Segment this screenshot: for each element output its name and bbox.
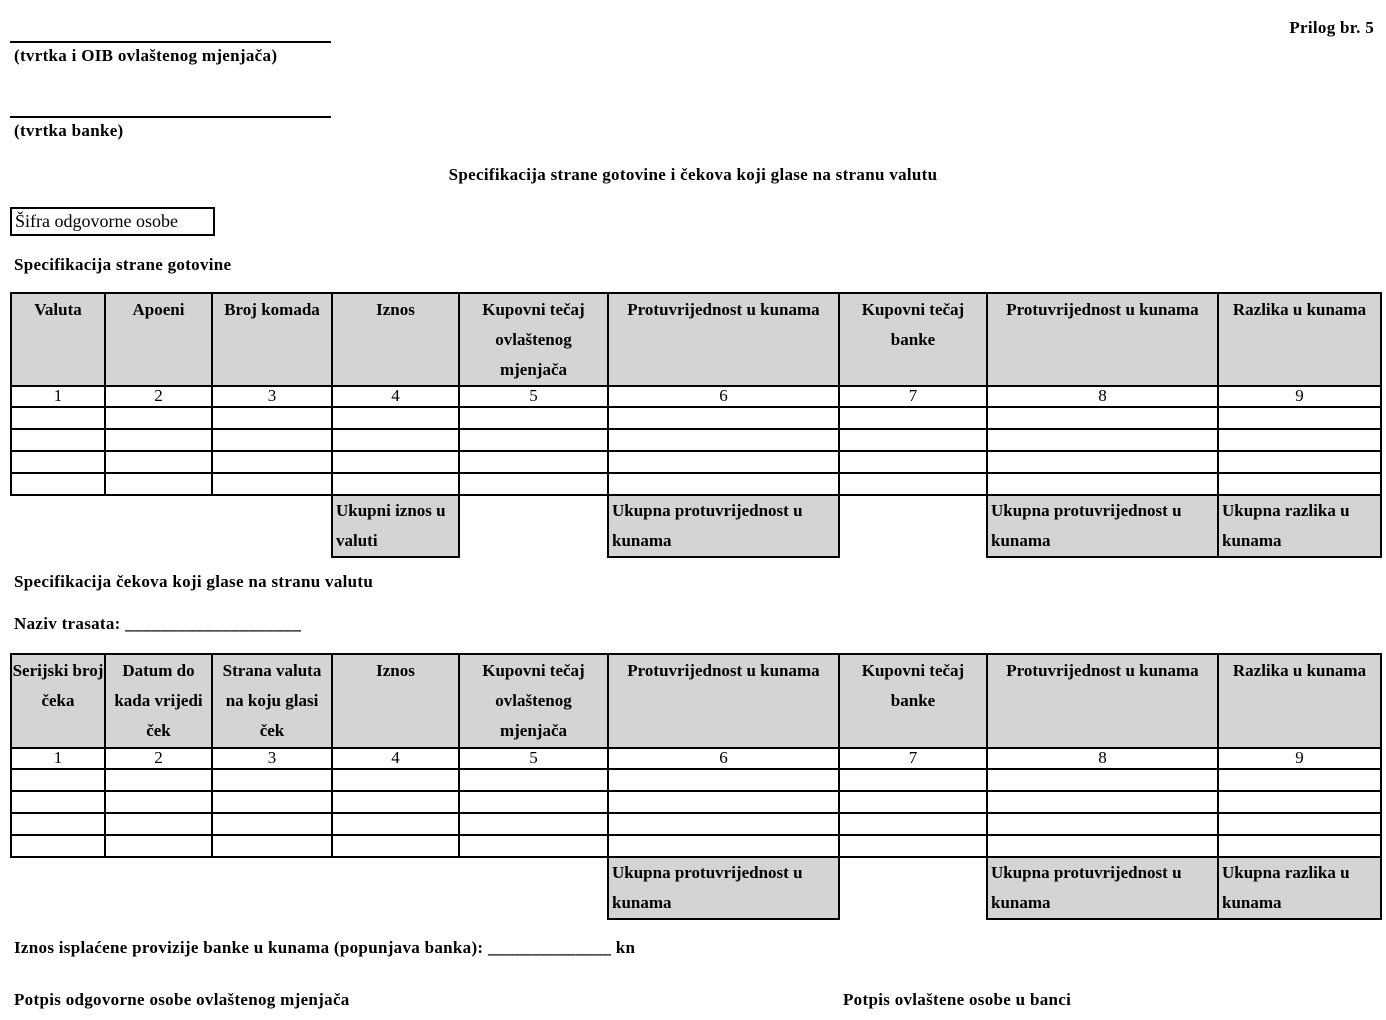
empty-cell[interactable] <box>839 473 987 495</box>
blank-cell <box>11 495 105 557</box>
empty-cell[interactable] <box>839 769 987 791</box>
empty-cell[interactable] <box>987 769 1218 791</box>
empty-cell[interactable] <box>459 407 608 429</box>
empty-cell[interactable] <box>839 835 987 857</box>
empty-cell[interactable] <box>105 791 212 813</box>
company-signature-line <box>10 41 331 43</box>
empty-cell[interactable] <box>987 813 1218 835</box>
empty-cell[interactable] <box>1218 429 1381 451</box>
column-number: 7 <box>839 386 987 407</box>
column-header: Razlika u kunama <box>1218 293 1381 386</box>
column-header: Iznos <box>332 293 459 386</box>
empty-cell[interactable] <box>987 451 1218 473</box>
empty-cell[interactable] <box>105 835 212 857</box>
column-number: 4 <box>332 386 459 407</box>
blank-cell <box>212 495 332 557</box>
column-header: Kupovni tečaj banke <box>839 293 987 386</box>
column-number: 3 <box>212 748 332 769</box>
company-label: (tvrtka i OIB ovlaštenog mjenjača) <box>14 46 278 65</box>
table-row <box>11 769 1381 791</box>
column-number: 2 <box>105 748 212 769</box>
column-number: 1 <box>11 748 105 769</box>
column-number: 5 <box>459 748 608 769</box>
empty-cell[interactable] <box>332 835 459 857</box>
empty-cell[interactable] <box>839 451 987 473</box>
column-header: Protuvrijednost u kunama <box>987 654 1218 748</box>
empty-cell[interactable] <box>1218 473 1381 495</box>
header-row <box>11 293 1381 386</box>
cash-table <box>10 292 1382 558</box>
document-title: Specifikacija strane gotovine i čekova koji glase na stranu valutu <box>448 165 938 184</box>
empty-cell[interactable] <box>332 451 459 473</box>
column-header: Iznos <box>332 654 459 748</box>
empty-cell[interactable] <box>1218 451 1381 473</box>
empty-cell[interactable] <box>212 835 332 857</box>
column-number: 3 <box>212 386 332 407</box>
empty-cell[interactable] <box>839 813 987 835</box>
column-header: Broj komada <box>212 293 332 386</box>
empty-cell[interactable] <box>839 429 987 451</box>
empty-cell[interactable] <box>1218 835 1381 857</box>
column-number: 6 <box>608 386 839 407</box>
empty-cell[interactable] <box>11 407 105 429</box>
exchanger-signature-label: Potpis odgovorne osobe ovlaštenog mjenjača <box>14 990 350 1009</box>
empty-cell[interactable] <box>105 451 212 473</box>
empty-cell[interactable] <box>1218 407 1381 429</box>
cheque-table <box>10 653 1382 920</box>
empty-cell[interactable] <box>11 813 105 835</box>
empty-cell[interactable] <box>987 407 1218 429</box>
bank-signature-label: Potpis ovlaštene osobe u banci <box>843 990 1072 1009</box>
empty-cell[interactable] <box>459 473 608 495</box>
column-number: 1 <box>11 386 105 407</box>
empty-cell[interactable] <box>332 473 459 495</box>
table-row <box>11 791 1381 813</box>
empty-cell[interactable] <box>459 835 608 857</box>
empty-cell[interactable] <box>105 769 212 791</box>
table-row <box>11 835 1381 857</box>
blank-cell <box>459 495 608 557</box>
empty-cell[interactable] <box>105 429 212 451</box>
empty-cell[interactable] <box>332 407 459 429</box>
empty-cell[interactable] <box>212 791 332 813</box>
empty-cell[interactable] <box>608 407 839 429</box>
blank-cell <box>11 857 105 919</box>
empty-cell[interactable] <box>608 769 839 791</box>
table-row <box>11 813 1381 835</box>
empty-cell[interactable] <box>608 813 839 835</box>
column-header: Datum do kada vrijedi ček <box>105 654 212 748</box>
totals-row <box>11 495 1381 557</box>
empty-cell[interactable] <box>459 769 608 791</box>
empty-cell[interactable] <box>608 835 839 857</box>
column-number: 8 <box>987 748 1218 769</box>
empty-cell[interactable] <box>987 429 1218 451</box>
empty-cell[interactable] <box>839 791 987 813</box>
blank-cell <box>459 857 608 919</box>
column-header: Strana valuta na koju glasi ček <box>212 654 332 748</box>
column-number: 9 <box>1218 748 1381 769</box>
table-row <box>11 407 1381 429</box>
empty-cell[interactable] <box>987 791 1218 813</box>
column-number: 5 <box>459 386 608 407</box>
total-cell: Ukupna protuvrijednost u kunama <box>987 495 1218 557</box>
blank-cell <box>212 857 332 919</box>
blank-cell <box>839 495 987 557</box>
empty-cell[interactable] <box>212 769 332 791</box>
total-cell: Ukupna razlika u kunama <box>1218 857 1381 919</box>
column-header: Protuvrijednost u kunama <box>987 293 1218 386</box>
empty-cell[interactable] <box>212 407 332 429</box>
bank-label: (tvrtka banke) <box>14 121 124 140</box>
column-header: Serijski broj čeka <box>11 654 105 748</box>
empty-cell[interactable] <box>332 791 459 813</box>
blank-cell <box>332 857 459 919</box>
empty-cell[interactable] <box>212 451 332 473</box>
empty-cell[interactable] <box>332 769 459 791</box>
column-header: Kupovni tečaj ovlaštenog mjenjača <box>459 654 608 748</box>
empty-cell[interactable] <box>1218 769 1381 791</box>
table-row <box>11 429 1381 451</box>
empty-cell[interactable] <box>212 473 332 495</box>
blank-cell <box>839 857 987 919</box>
empty-cell[interactable] <box>987 473 1218 495</box>
empty-cell[interactable] <box>332 813 459 835</box>
empty-cell[interactable] <box>1218 813 1381 835</box>
empty-cell[interactable] <box>459 451 608 473</box>
empty-cell[interactable] <box>11 769 105 791</box>
column-header: Protuvrijednost u kunama <box>608 293 839 386</box>
total-cell: Ukupna razlika u kunama <box>1218 495 1381 557</box>
drawee-field[interactable]: Naziv trasata: ____________________ <box>14 614 302 633</box>
blank-cell <box>105 495 212 557</box>
empty-cell[interactable] <box>459 813 608 835</box>
column-number: 7 <box>839 748 987 769</box>
column-number: 9 <box>1218 386 1381 407</box>
column-number: 8 <box>987 386 1218 407</box>
total-cell: Ukupni iznos u valuti <box>332 495 459 557</box>
column-number: 6 <box>608 748 839 769</box>
empty-cell[interactable] <box>608 473 839 495</box>
empty-cell[interactable] <box>11 791 105 813</box>
empty-cell[interactable] <box>987 835 1218 857</box>
column-number-row <box>11 386 1381 407</box>
empty-cell[interactable] <box>839 407 987 429</box>
column-number-row <box>11 748 1381 769</box>
column-header: Valuta <box>11 293 105 386</box>
blank-cell <box>105 857 212 919</box>
totals-row <box>11 857 1381 919</box>
column-header: Kupovni tečaj ovlaštenog mjenjača <box>459 293 608 386</box>
total-cell: Ukupna protuvrijednost u kunama <box>987 857 1218 919</box>
empty-cell[interactable] <box>459 791 608 813</box>
table-row <box>11 451 1381 473</box>
header-row <box>11 654 1381 748</box>
column-header: Kupovni tečaj banke <box>839 654 987 748</box>
total-cell: Ukupna protuvrijednost u kunama <box>608 857 839 919</box>
empty-cell[interactable] <box>11 835 105 857</box>
column-header: Razlika u kunama <box>1218 654 1381 748</box>
column-header: Apoeni <box>105 293 212 386</box>
empty-cell[interactable] <box>212 813 332 835</box>
empty-cell[interactable] <box>1218 791 1381 813</box>
empty-cell[interactable] <box>608 791 839 813</box>
empty-cell[interactable] <box>212 429 332 451</box>
responsible-code-field[interactable]: Šifra odgovorne osobe <box>10 207 215 236</box>
empty-cell[interactable] <box>459 429 608 451</box>
empty-cell[interactable] <box>105 473 212 495</box>
bank-signature-line <box>10 116 331 118</box>
empty-cell[interactable] <box>11 451 105 473</box>
empty-cell[interactable] <box>608 451 839 473</box>
total-cell: Ukupna protuvrijednost u kunama <box>608 495 839 557</box>
column-number: 4 <box>332 748 459 769</box>
cheque-section-title: Specifikacija čekova koji glase na stranu valutu <box>14 572 374 591</box>
table-row <box>11 473 1381 495</box>
commission-field[interactable]: Iznos isplaćene provizije banke u kunama (popunjava banka): ______________ kn <box>14 938 636 957</box>
column-header: Protuvrijednost u kunama <box>608 654 839 748</box>
empty-cell[interactable] <box>332 429 459 451</box>
annex-label: Prilog br. 5 <box>1289 18 1374 37</box>
cash-section-title: Specifikacija strane gotovine <box>14 255 232 274</box>
empty-cell[interactable] <box>105 407 212 429</box>
empty-cell[interactable] <box>11 473 105 495</box>
empty-cell[interactable] <box>11 429 105 451</box>
empty-cell[interactable] <box>608 429 839 451</box>
empty-cell[interactable] <box>105 813 212 835</box>
column-number: 2 <box>105 386 212 407</box>
